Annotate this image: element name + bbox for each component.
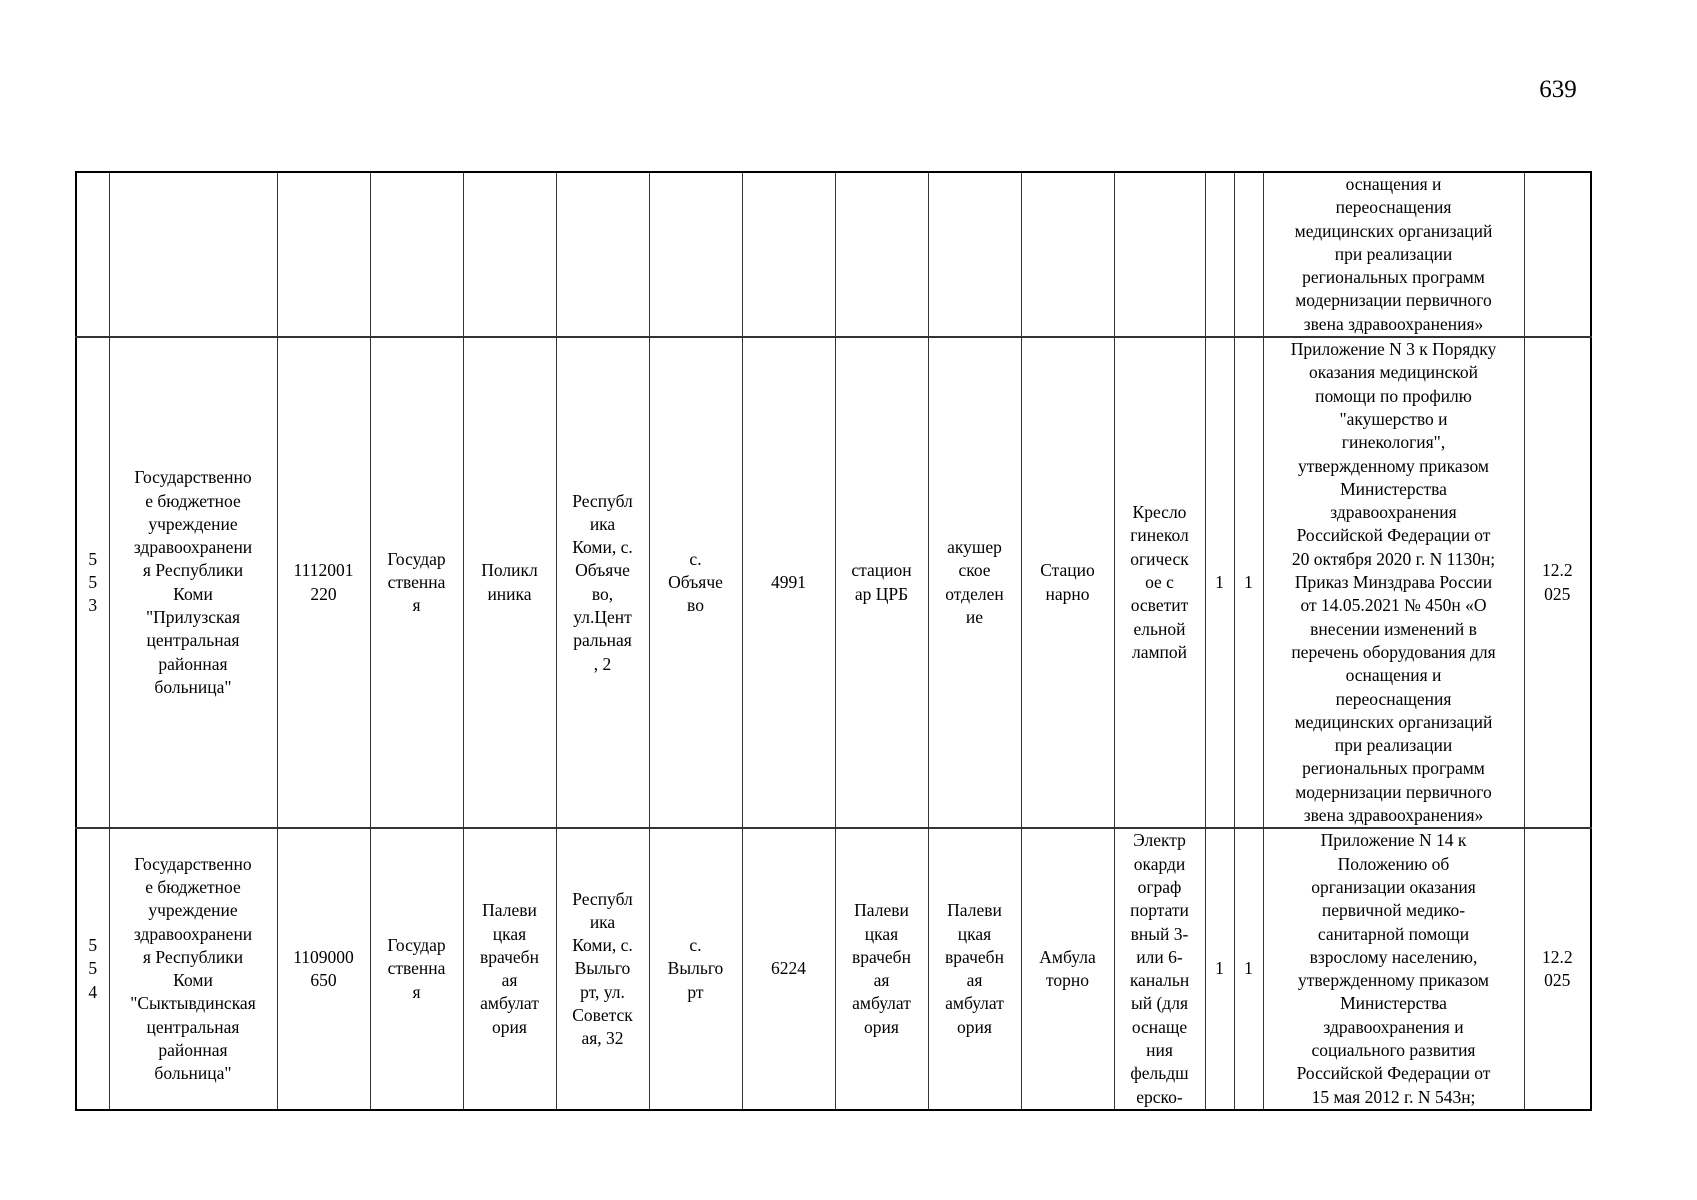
cell-quantity-required: 1	[1205, 337, 1234, 828]
cell-locality	[649, 172, 742, 337]
cell-equipment-name: Кресло гинекол огическ ое с осветит ельной лампой	[1114, 337, 1205, 828]
cell-regulatory-basis: Приложение N 14 к Положению об организации оказания первичной медико- санитарной помощи взрослому населению, утвержденному приказом Министерства здравоохранения и социального развития Российской Федерации от 15 мая 2012 г. N 543н;	[1263, 828, 1524, 1110]
equipment-table	[75, 171, 1592, 1111]
cell-population: 6224	[742, 828, 835, 1110]
cell-ownership-type: Государ ственна я	[370, 828, 463, 1110]
cell-quantity-required	[1205, 172, 1234, 337]
cell-organization-name: Государственно е бюджетное учреждение здравоохранени я Республики Коми "Сыктывдинская центральная районная больница"	[109, 828, 277, 1110]
table-row	[76, 337, 1591, 828]
cell-row-number	[76, 172, 109, 337]
cell-regulatory-basis: Приложение N 3 к Порядку оказания медицинской помощи по профилю "акушерство и гинекология", утвержденному приказом Министерства здравоохранения Российской Федерации от 20 октября 2020 г. N 1130н; Приказ Минздрава России от 14.05.2021 № 450н «О внесении изменений в перечень оборудования для оснащения и переоснащения медицинских организаций при реализации региональных программ модернизации первичного звена здравоохранения»	[1263, 337, 1524, 828]
cell-date	[1524, 172, 1591, 337]
page-number: 639	[1539, 76, 1577, 103]
cell-department: Палеви цкая врачебн ая амбулат ория	[928, 828, 1021, 1110]
cell-care-condition: Амбула торно	[1021, 828, 1114, 1110]
cell-organization-name	[109, 172, 277, 337]
cell-care-condition: Стацио нарно	[1021, 337, 1114, 828]
cell-department	[928, 172, 1021, 337]
cell-quantity-planned: 1	[1234, 337, 1263, 828]
cell-population	[742, 172, 835, 337]
cell-address: Республ ика Коми, с. Объяче во, ул.Цент ральная , 2	[556, 337, 649, 828]
cell-inn	[277, 172, 370, 337]
cell-department: акушер ское отделен ие	[928, 337, 1021, 828]
cell-equipment-name	[1114, 172, 1205, 337]
cell-quantity-planned: 1	[1234, 828, 1263, 1110]
cell-subdivision: Палеви цкая врачебн ая амбулат ория	[463, 828, 556, 1110]
cell-regulatory-basis: оснащения и переоснащения медицинских организаций при реализации региональных программ модернизации первичного звена здравоохранения»	[1263, 172, 1524, 337]
cell-ownership-type: Государ ственна я	[370, 337, 463, 828]
cell-subdivision: Поликл иника	[463, 337, 556, 828]
cell-address	[556, 172, 649, 337]
cell-quantity-planned	[1234, 172, 1263, 337]
cell-inn: 1109000 650	[277, 828, 370, 1110]
cell-ownership-type	[370, 172, 463, 337]
cell-organization-name: Государственно е бюджетное учреждение здравоохранени я Республики Коми "Прилузская центральная районная больница"	[109, 337, 277, 828]
table-row	[76, 828, 1591, 1110]
cell-population: 4991	[742, 337, 835, 828]
cell-row-number: 5 5 4	[76, 828, 109, 1110]
table-row	[76, 172, 1591, 337]
cell-locality: с. Объяче во	[649, 337, 742, 828]
cell-care-condition	[1021, 172, 1114, 337]
cell-row-number: 5 5 3	[76, 337, 109, 828]
cell-inn: 1112001 220	[277, 337, 370, 828]
cell-quantity-required: 1	[1205, 828, 1234, 1110]
cell-facility-type	[835, 172, 928, 337]
cell-facility-type: стацион ар ЦРБ	[835, 337, 928, 828]
cell-date: 12.2 025	[1524, 337, 1591, 828]
cell-facility-type: Палеви цкая врачебн ая амбулат ория	[835, 828, 928, 1110]
cell-address: Республ ика Коми, с. Выльго рт, ул. Советск ая, 32	[556, 828, 649, 1110]
cell-date: 12.2 025	[1524, 828, 1591, 1110]
cell-subdivision	[463, 172, 556, 337]
cell-equipment-name: Электр окарди ограф портати вный 3- или 6- канальн ый (для оснаще ния фельдш ерско-	[1114, 828, 1205, 1110]
cell-locality: с. Выльго рт	[649, 828, 742, 1110]
